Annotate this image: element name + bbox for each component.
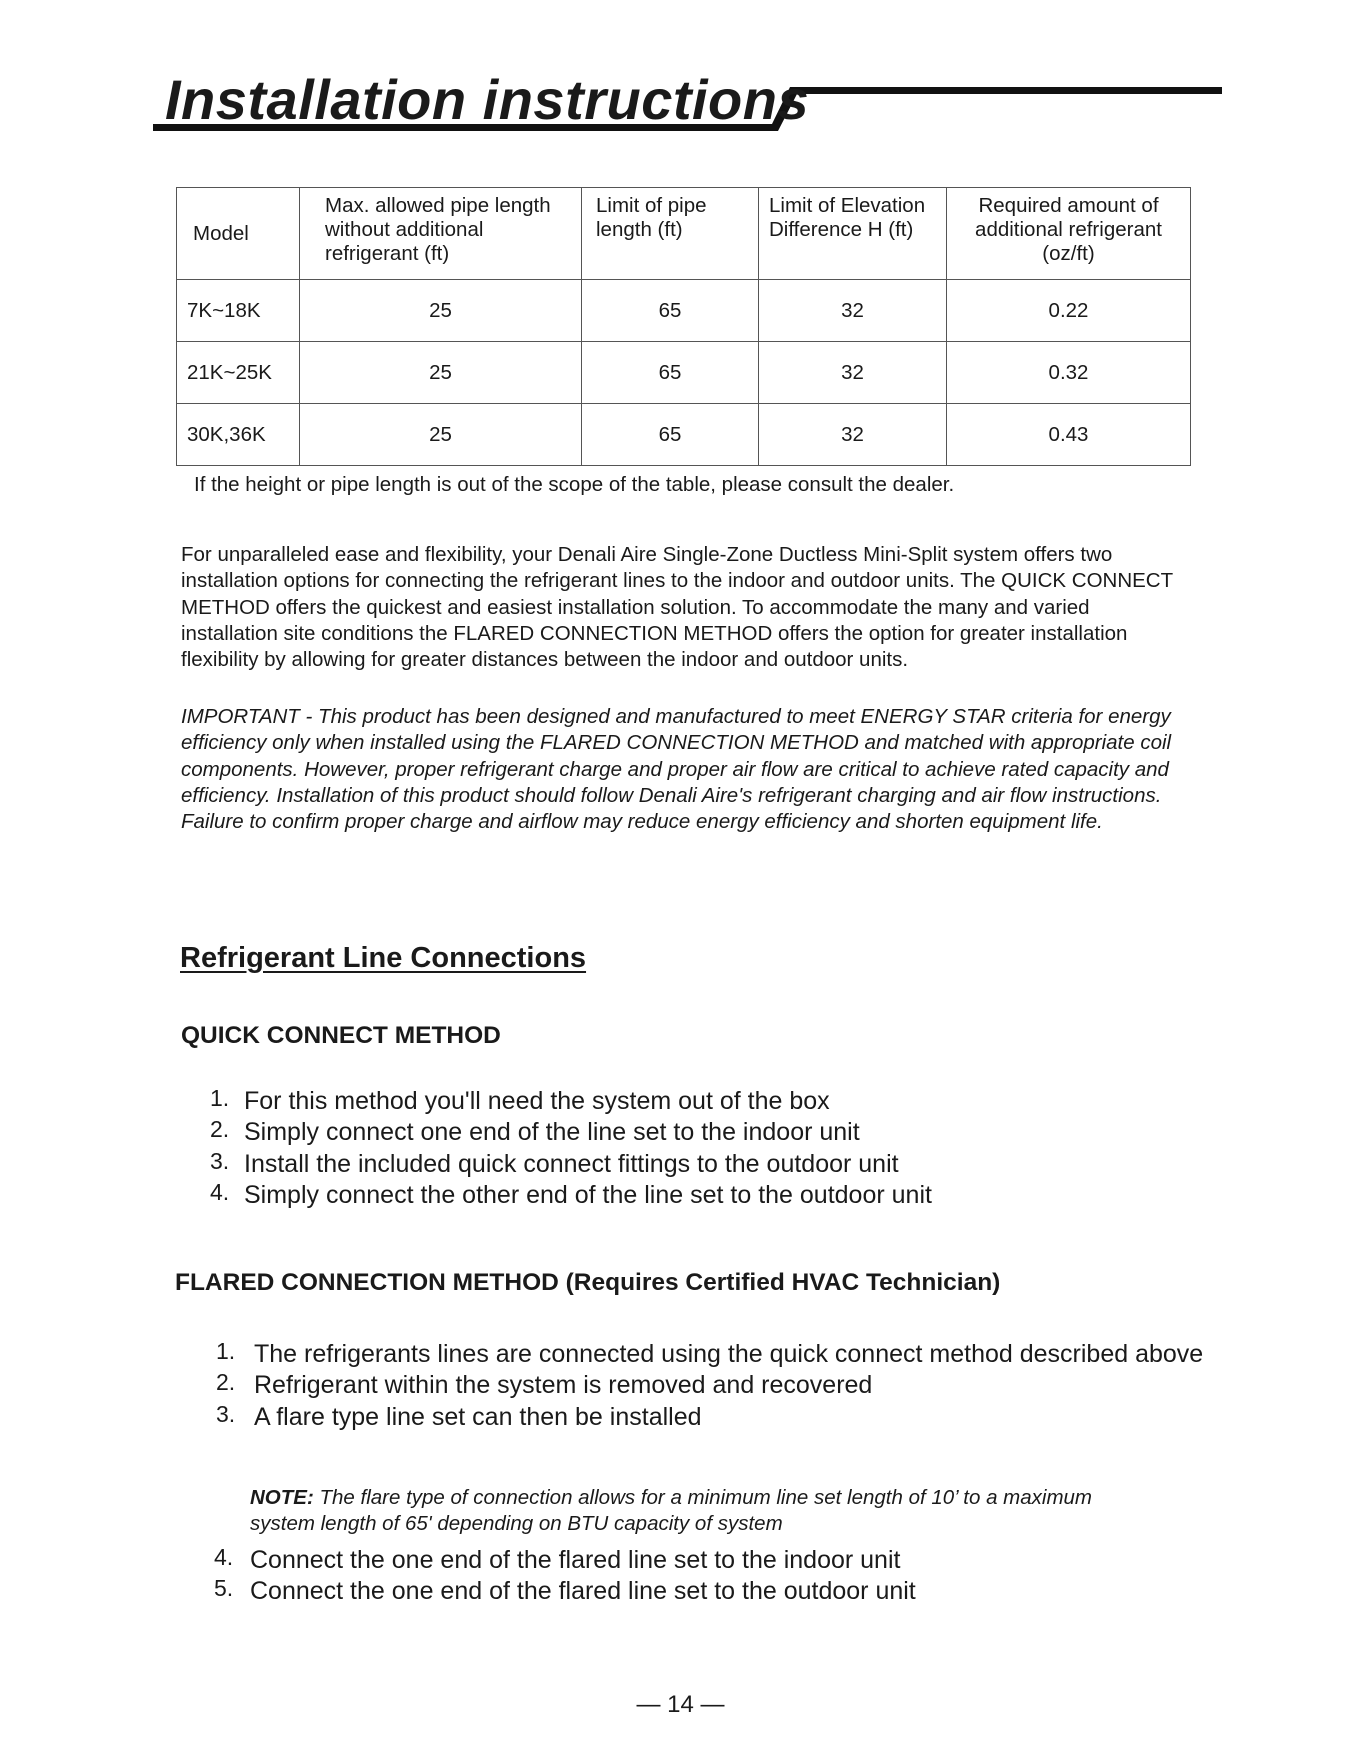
step-text: For this method you'll need the system out of the box [244, 1087, 830, 1115]
step-text: Install the included quick connect fittings to the outdoor unit [244, 1149, 899, 1178]
cell-refrigerant-amount: 0.22 [947, 280, 1191, 342]
list-item [210, 1086, 1200, 1117]
list-item [210, 1149, 1200, 1180]
step-number: 3. [210, 1147, 230, 1174]
cell-elevation-limit: 32 [759, 342, 947, 404]
list-item [214, 1545, 1204, 1576]
step-text: A flare type line set can then be installed [254, 1402, 702, 1431]
step-number: 4. [214, 1544, 234, 1570]
step-number: 4. [210, 1178, 230, 1205]
step-text: Refrigerant within the system is removed and recovered [254, 1371, 873, 1400]
cell-max-pipe-length: 25 [300, 404, 582, 466]
list-item [216, 1370, 1206, 1401]
section-heading: Refrigerant Line Connections [180, 942, 587, 974]
note-text: The flare type of connection allows for a minimum line set length of 10’ to a maximum system length of 65' depending on BTU capacity of system [250, 1486, 1093, 1535]
note-label: NOTE: [250, 1486, 314, 1509]
cell-elevation-limit: 32 [759, 404, 947, 466]
cell-max-pipe-length: 25 [300, 342, 582, 404]
header-model: Model [177, 188, 300, 280]
cell-pipe-limit: 65 [582, 342, 759, 404]
important-notice: IMPORTANT - This product has been designed and manufactured to meet ENERGY STAR criteria for energy efficiency only when installed using the FLARED CONNECTION METHOD and matched with appropriate coil components. However, proper refrigerant charge and proper air flow are critical to achieve rated capacity and efficiency. Installation of this product should follow Denali Aire's refrigerant charging and air flow instructions. Failure to confirm proper charge and airflow may reduce energy efficiency and shorten equipment life. [181, 705, 1172, 834]
step-text: The refrigerants lines are connected using the quick connect method described above [254, 1340, 1204, 1368]
flare-note [250, 1485, 1150, 1537]
list-item [210, 1180, 1200, 1211]
page-title: Installation instructions [165, 68, 810, 131]
list-item [214, 1576, 1204, 1607]
header-max-pipe-length: Max. allowed pipe length without additional refrigerant (ft) [300, 188, 582, 280]
flared-connection-steps [216, 1339, 1206, 1433]
table-header-row [177, 188, 1191, 280]
flared-connection-steps-continued [214, 1545, 1204, 1608]
step-text: Connect the one end of the flared line set to the indoor unit [250, 1546, 901, 1574]
cell-pipe-limit: 65 [582, 404, 759, 466]
cell-refrigerant-amount: 0.32 [947, 342, 1191, 404]
table-row [177, 342, 1191, 404]
step-number: 3. [216, 1400, 236, 1427]
table-footnote: If the height or pipe length is out of the scope of the table, please consult the dealer. [194, 473, 955, 496]
list-item [216, 1402, 1206, 1433]
cell-refrigerant-amount: 0.43 [947, 404, 1191, 466]
cell-model: 30K,36K [177, 404, 300, 466]
step-number: 1. [216, 1338, 236, 1364]
step-text: Simply connect one end of the line set to the indoor unit [244, 1118, 860, 1147]
step-number: 1. [210, 1085, 230, 1111]
spec-table [176, 187, 1191, 466]
intro-paragraph: For unparalleled ease and flexibility, your Denali Aire Single-Zone Ductless Mini-Split system offers two installation options for connecting the refrigerant lines to the indoor and outdoor units. The QUICK CONNECT METHOD offers the quickest and easiest installation solution. To accommodate the many and varied installation site conditions the FLARED CONNECTION METHOD offers the option for greater installation flexibility by allowing for greater distances between the indoor and outdoor units. [181, 543, 1173, 672]
quick-connect-heading: QUICK CONNECT METHOD [181, 1022, 501, 1049]
step-text: Simply connect the other end of the line set to the outdoor unit [244, 1180, 932, 1209]
table-row [177, 280, 1191, 342]
step-number: 5. [214, 1575, 234, 1602]
cell-pipe-limit: 65 [582, 280, 759, 342]
step-number: 2. [210, 1116, 230, 1143]
header-elevation-limit: Limit of Elevation Difference H (ft) [759, 188, 947, 280]
cell-model: 7K~18K [177, 280, 300, 342]
step-text: Connect the one end of the flared line set to the outdoor unit [250, 1577, 916, 1606]
cell-max-pipe-length: 25 [300, 280, 582, 342]
header-pipe-limit: Limit of pipe length (ft) [582, 188, 759, 280]
quick-connect-steps [210, 1086, 1200, 1211]
flared-connection-heading: FLARED CONNECTION METHOD (Requires Certified HVAC Technician) [175, 1269, 1001, 1296]
page-number: — 14 — [636, 1691, 725, 1718]
cell-model: 21K~25K [177, 342, 300, 404]
header-refrigerant-amount: Required amount of additional refrigerant (oz/ft) [947, 188, 1191, 280]
step-number: 2. [216, 1369, 236, 1396]
list-item [216, 1339, 1206, 1370]
table-row [177, 404, 1191, 466]
cell-elevation-limit: 32 [759, 280, 947, 342]
list-item [210, 1117, 1200, 1148]
